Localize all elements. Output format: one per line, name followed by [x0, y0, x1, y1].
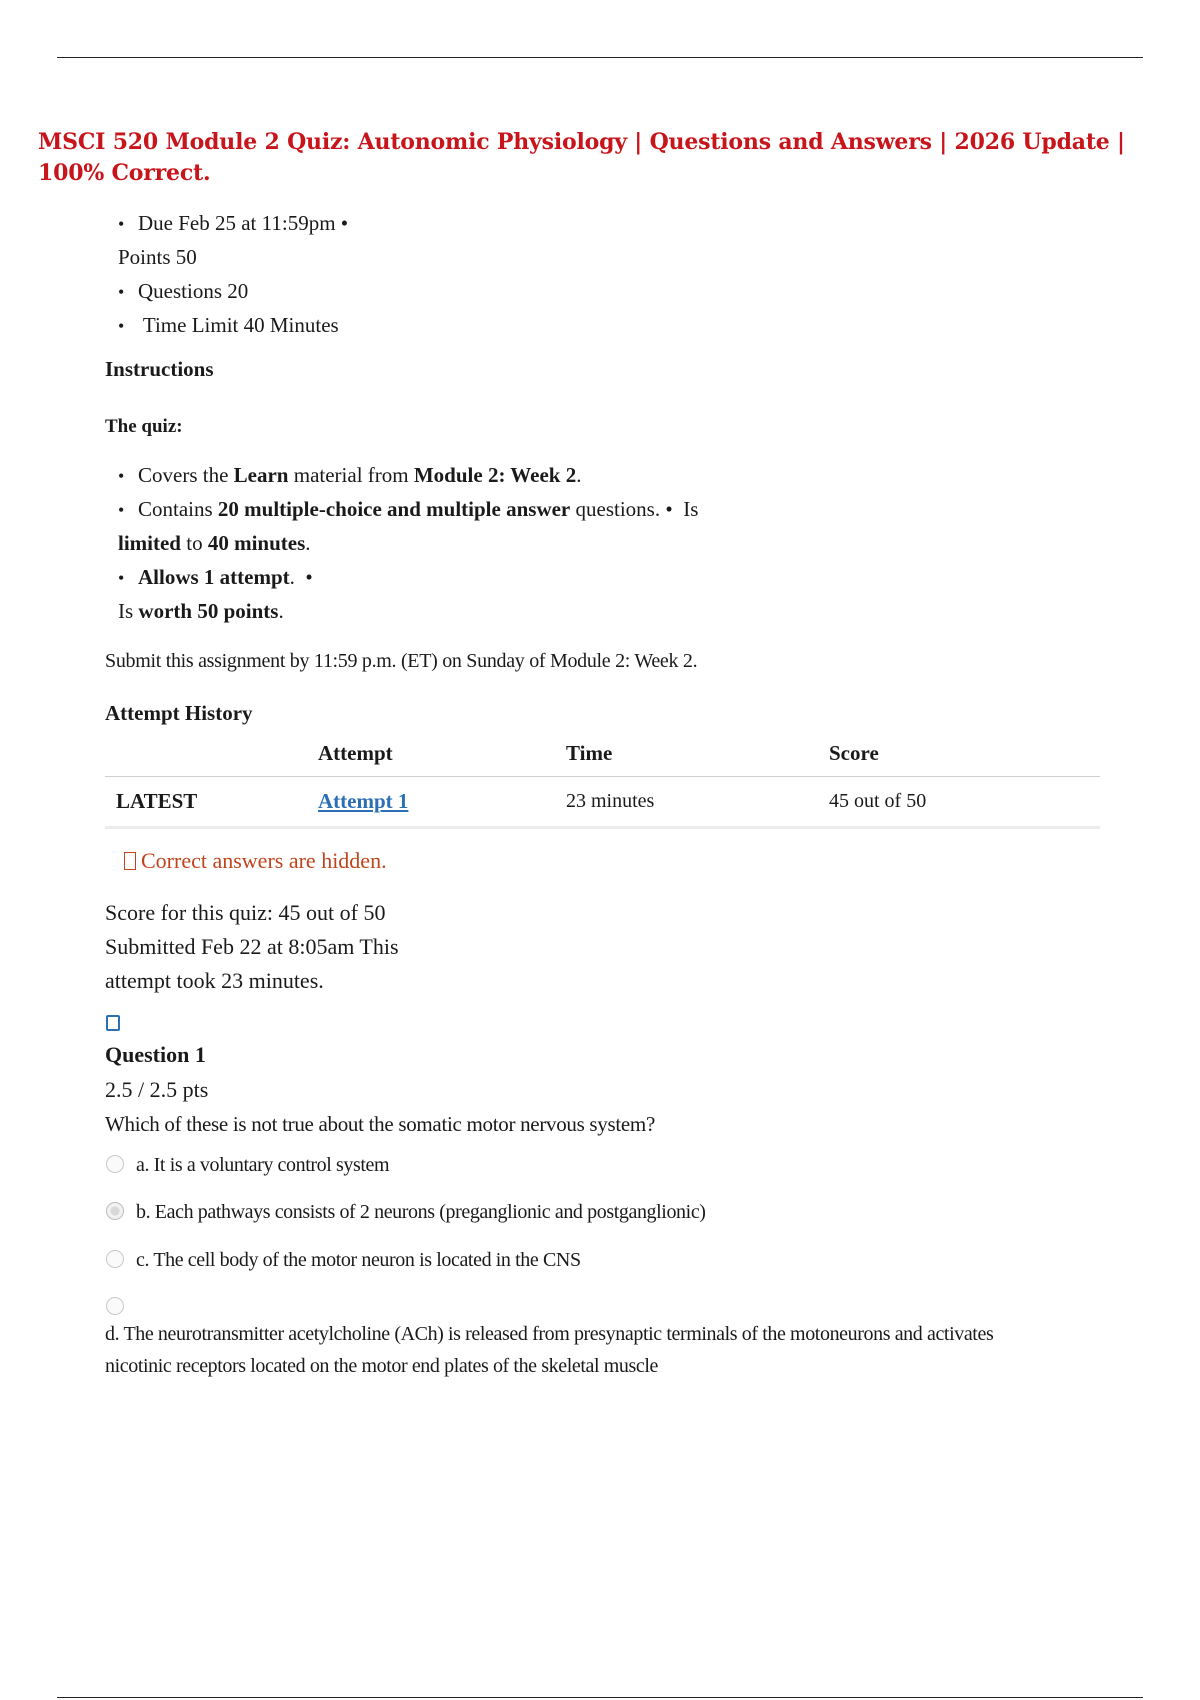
instruction-item-2: • Contains 20 multiple-choice and multiple answer questions. • Is [118, 496, 698, 523]
attempt-duration: attempt took 23 minutes. [105, 968, 324, 993]
points: Points 50 [118, 245, 197, 269]
footer-rule [57, 1697, 1143, 1698]
radio-option-b[interactable] [106, 1202, 124, 1220]
option-d-label-cont: nicotinic receptors located on the motor end plates of the skeletal muscle [105, 1355, 658, 1377]
question-text: Which of these is not true about the somatic motor nervous system? [105, 1112, 655, 1136]
hidden-answers-notice: Correct answers are hidden. [124, 848, 387, 874]
due-date: • Due Feb 25 at 11:59pm • [118, 210, 348, 237]
attempt-time: 23 minutes [566, 790, 655, 812]
attempt-status: LATEST [116, 789, 198, 813]
submit-instruction: Submit this assignment by 11:59 p.m. (ET) on Sunday of Module 2: Week 2. [105, 650, 698, 672]
quiz-intro: The quiz: [105, 416, 183, 437]
attempt-score: 45 out of 50 [829, 790, 927, 812]
instruction-item-1: • Covers the Learn material from Module 2: Week 2. [118, 462, 581, 489]
question-title: Question 1 [105, 1042, 206, 1067]
instructions-heading: Instructions [105, 357, 214, 381]
box-icon [124, 852, 136, 870]
col-header-score: Score [829, 741, 879, 765]
radio-option-d[interactable] [106, 1297, 124, 1315]
col-header-time: Time [566, 741, 613, 765]
radio-option-c[interactable] [106, 1250, 124, 1268]
radio-option-a[interactable] [106, 1155, 124, 1173]
question-points: 2.5 / 2.5 pts [105, 1077, 209, 1102]
attempt-1-link[interactable]: Attempt 1 [318, 789, 409, 813]
score-summary: Score for this quiz: 45 out of 50 [105, 900, 386, 925]
instruction-item-2-cont: limited to 40 minutes. [118, 531, 311, 555]
table-row-divider [105, 826, 1100, 829]
time-limit: • Time Limit 40 Minutes [118, 312, 339, 339]
option-d-label: d. The neurotransmitter acetylcholine (ACh) is released from presynaptic terminals of the motoneurons and activates [105, 1323, 994, 1345]
table-header-divider [105, 776, 1100, 777]
option-b-label: b. Each pathways consists of 2 neurons (preganglionic and postganglionic) [136, 1201, 706, 1223]
questions-count: • Questions 20 [118, 278, 248, 305]
option-c-label: c. The cell body of the motor neuron is located in the CNS [136, 1249, 581, 1271]
header-rule [57, 57, 1143, 58]
document-title: MSCI 520 Module 2 Quiz: Autonomic Physiology | Questions and Answers | 2026 Update | 100% Correct. [38, 129, 1125, 186]
submitted-info: Submitted Feb 22 at 8:05am This [105, 934, 399, 959]
flag-icon[interactable] [106, 1015, 120, 1031]
instruction-item-4: Is worth 50 points. [118, 599, 284, 623]
instruction-item-3: • Allows 1 attempt. • [118, 564, 313, 591]
attempt-history-heading: Attempt History [105, 701, 253, 725]
col-header-attempt: Attempt [318, 741, 393, 765]
option-a-label: a. It is a voluntary control system [136, 1154, 390, 1176]
